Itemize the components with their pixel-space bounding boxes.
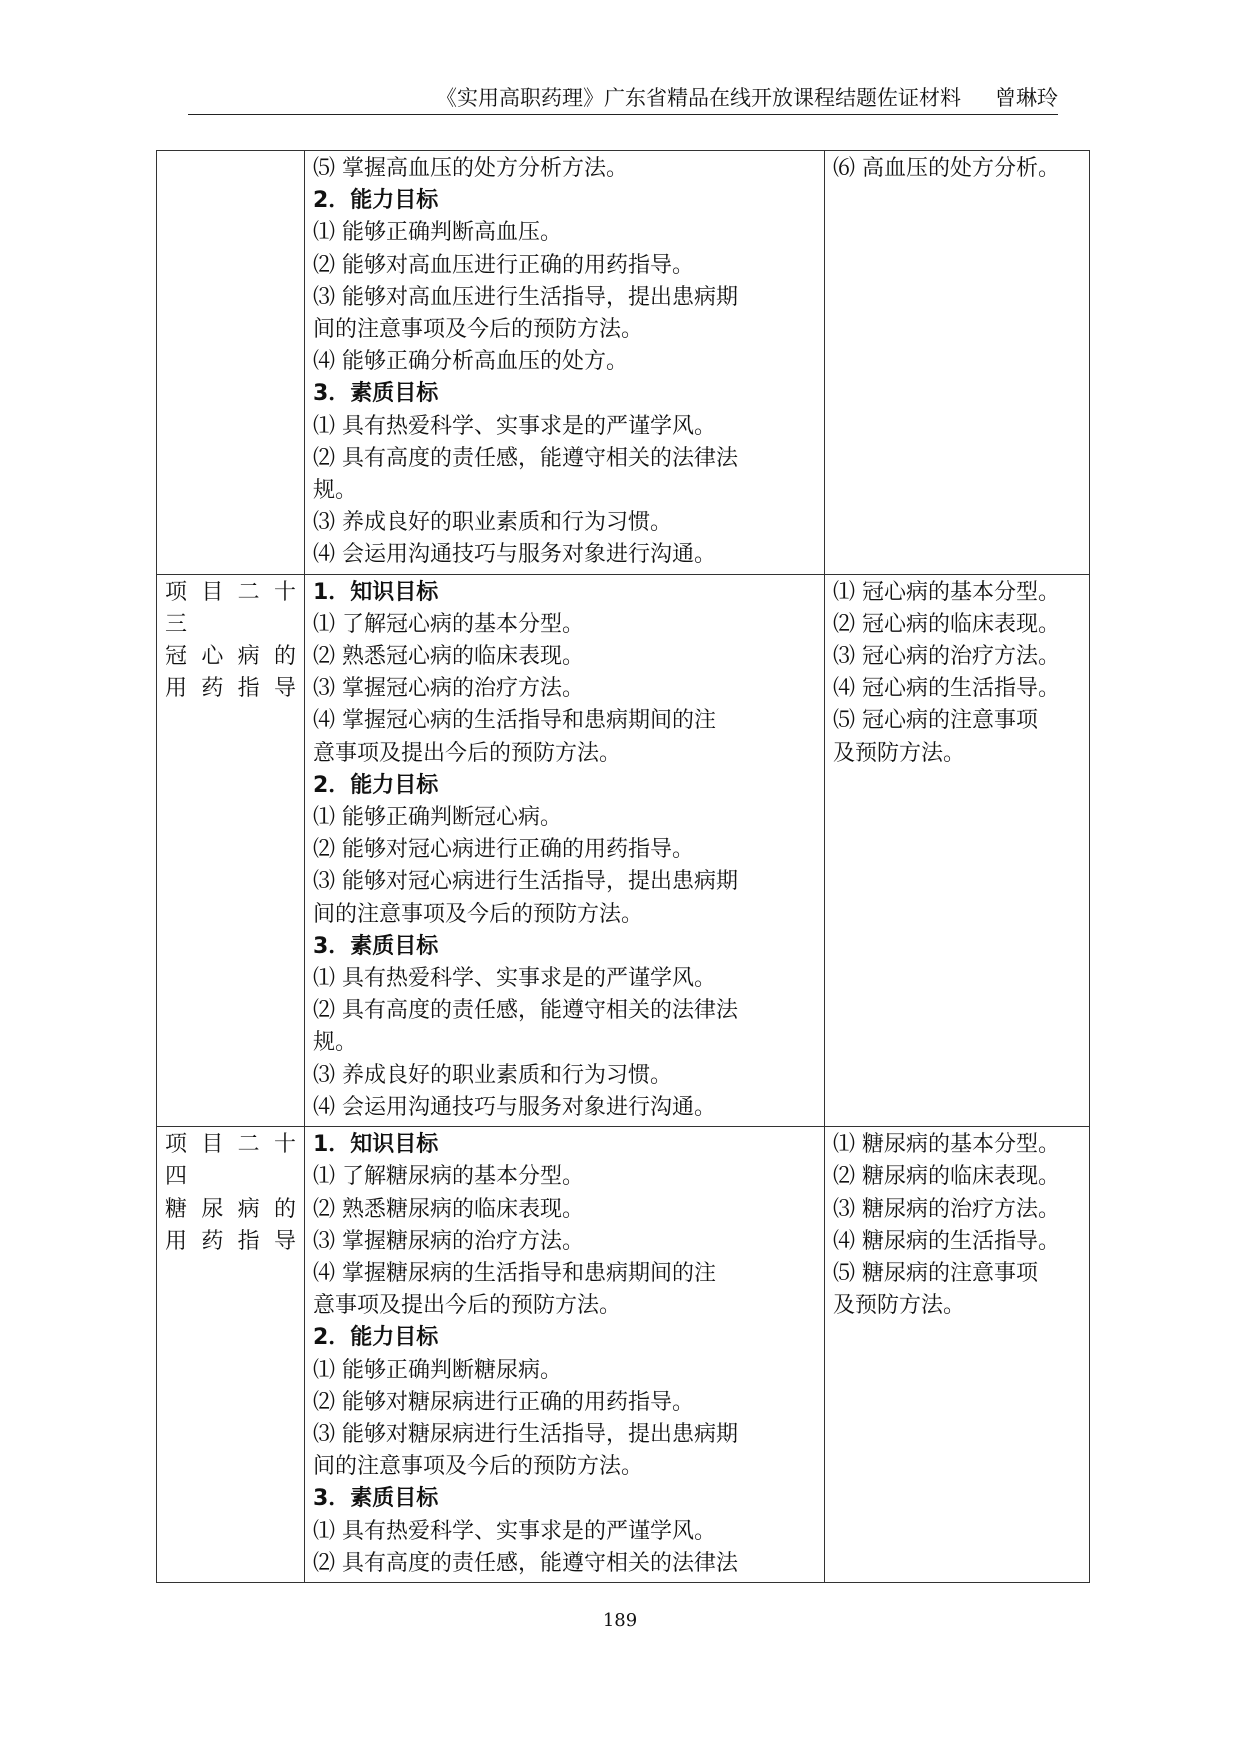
project-cell — [157, 574, 305, 1126]
project-name-line: 用药指导 — [165, 1228, 296, 1254]
goal-line: ⑵ 能够对糖尿病进行正确的用药指导。 — [313, 1389, 694, 1415]
goal-line: ⑴ 能够正确判断糖尿病。 — [313, 1357, 562, 1383]
goal-heading: 3．素质目标 — [313, 381, 439, 407]
goal-line: ⑵ 能够对冠心病进行正确的用药指导。 — [313, 837, 694, 863]
content-line: 及预防方法。 — [833, 1293, 966, 1319]
project-cell — [157, 1127, 305, 1583]
goals-cell — [305, 151, 825, 575]
content-cell — [825, 151, 1090, 575]
page-number: 189 — [602, 1610, 638, 1631]
content-line: 及预防方法。 — [833, 740, 966, 766]
project-name-line: 项目二十 — [165, 1132, 296, 1158]
content-line: ⑷ 糖尿病的生活指导。 — [833, 1228, 1060, 1254]
goals-cell — [305, 574, 825, 1126]
goal-heading: 3．素质目标 — [313, 1486, 439, 1512]
project-cell — [157, 151, 305, 575]
page-header — [188, 84, 1058, 112]
goal-heading: 2．能力目标 — [313, 772, 439, 798]
goal-line: 间的注意事项及今后的预防方法。 — [313, 1454, 644, 1480]
goal-line: 间的注意事项及今后的预防方法。 — [313, 317, 644, 343]
project-name-line: 冠心病的 — [165, 644, 296, 670]
goal-line: ⑵ 熟悉糖尿病的临床表现。 — [313, 1196, 584, 1222]
project-name-line: 四 — [165, 1164, 188, 1190]
goal-heading: 1．知识目标 — [313, 1132, 439, 1158]
goal-line: ⑴ 能够正确判断冠心病。 — [313, 805, 562, 831]
content-line: ⑵ 糖尿病的临床表现。 — [833, 1164, 1060, 1190]
project-name-line: 项目二十 — [165, 579, 296, 605]
goal-line: ⑷ 会运用沟通技巧与服务对象进行沟通。 — [313, 542, 716, 568]
content-line: ⑶ 糖尿病的治疗方法。 — [833, 1196, 1060, 1222]
goal-line: ⑵ 具有高度的责任感，能遵守相关的法律法 — [313, 998, 738, 1024]
table-row — [157, 574, 1090, 1126]
content-line: ⑷ 冠心病的生活指导。 — [833, 676, 1060, 702]
header-author: 曾琳玲 — [995, 86, 1058, 110]
goal-line: ⑴ 了解糖尿病的基本分型。 — [313, 1164, 584, 1190]
goal-line: ⑸ 掌握高血压的处方分析方法。 — [313, 156, 628, 181]
goals-table — [156, 150, 1090, 1583]
goal-line: ⑶ 养成良好的职业素质和行为习惯。 — [313, 510, 672, 536]
content-cell — [825, 574, 1090, 1126]
goals-cell — [305, 1127, 825, 1583]
goal-line: ⑷ 能够正确分析高血压的处方。 — [313, 349, 628, 375]
goal-line: ⑵ 熟悉冠心病的临床表现。 — [313, 644, 584, 670]
table-row — [157, 1127, 1090, 1583]
goal-line: ⑶ 掌握冠心病的治疗方法。 — [313, 676, 584, 702]
goal-line: ⑶ 养成良好的职业素质和行为习惯。 — [313, 1062, 672, 1088]
goal-heading: 1．知识目标 — [313, 579, 439, 605]
goal-line: ⑶ 能够对糖尿病进行生活指导，提出患病期 — [313, 1421, 738, 1447]
goal-line: ⑴ 具有热爱科学、实事求是的严谨学风。 — [313, 1518, 716, 1544]
goal-line: 意事项及提出今后的预防方法。 — [313, 1293, 622, 1319]
header-title: 《实用高职药理》广东省精品在线开放课程结题佐证材料 — [436, 86, 961, 110]
content-line: ⑹ 高血压的处方分析。 — [833, 156, 1060, 181]
goal-line: 规。 — [313, 1030, 358, 1056]
content-line: ⑵ 冠心病的临床表现。 — [833, 611, 1060, 637]
goal-line: ⑴ 了解冠心病的基本分型。 — [313, 611, 584, 637]
content-line: ⑴ 冠心病的基本分型。 — [833, 579, 1060, 605]
goal-heading: 3．素质目标 — [313, 933, 439, 959]
goal-line: 规。 — [313, 478, 358, 504]
content-line: ⑴ 糖尿病的基本分型。 — [833, 1132, 1060, 1158]
goal-line: ⑷ 会运用沟通技巧与服务对象进行沟通。 — [313, 1094, 716, 1120]
table-row — [157, 151, 1090, 575]
header-rule — [188, 114, 1058, 115]
content-line: ⑸ 糖尿病的注意事项 — [833, 1260, 1038, 1286]
goal-line: 意事项及提出今后的预防方法。 — [313, 740, 622, 766]
goal-line: ⑴ 能够正确判断高血压。 — [313, 220, 562, 246]
goal-line: 间的注意事项及今后的预防方法。 — [313, 901, 644, 927]
content-line: ⑸ 冠心病的注意事项 — [833, 708, 1038, 734]
goal-line: ⑷ 掌握冠心病的生活指导和患病期间的注 — [313, 708, 716, 734]
goal-line: ⑵ 具有高度的责任感，能遵守相关的法律法 — [313, 1550, 738, 1576]
goal-heading: 2．能力目标 — [313, 1325, 439, 1351]
project-name-line: 三 — [165, 611, 188, 637]
content-cell — [825, 1127, 1090, 1583]
goal-line: ⑵ 具有高度的责任感，能遵守相关的法律法 — [313, 445, 738, 471]
goal-line: ⑶ 能够对高血压进行生活指导，提出患病期 — [313, 284, 738, 310]
content-line: ⑶ 冠心病的治疗方法。 — [833, 644, 1060, 670]
goals-table-body — [157, 151, 1090, 1583]
goal-line: ⑷ 掌握糖尿病的生活指导和患病期间的注 — [313, 1260, 716, 1286]
goal-line: ⑴ 具有热爱科学、实事求是的严谨学风。 — [313, 413, 716, 439]
goal-line: ⑶ 掌握糖尿病的治疗方法。 — [313, 1228, 584, 1254]
goal-heading: 2．能力目标 — [313, 188, 439, 214]
goal-line: ⑶ 能够对冠心病进行生活指导，提出患病期 — [313, 869, 738, 895]
goal-line: ⑵ 能够对高血压进行正确的用药指导。 — [313, 252, 694, 278]
project-name-line: 糖尿病的 — [165, 1196, 296, 1222]
goal-line: ⑴ 具有热爱科学、实事求是的严谨学风。 — [313, 966, 716, 992]
project-name-line: 用药指导 — [165, 676, 296, 702]
